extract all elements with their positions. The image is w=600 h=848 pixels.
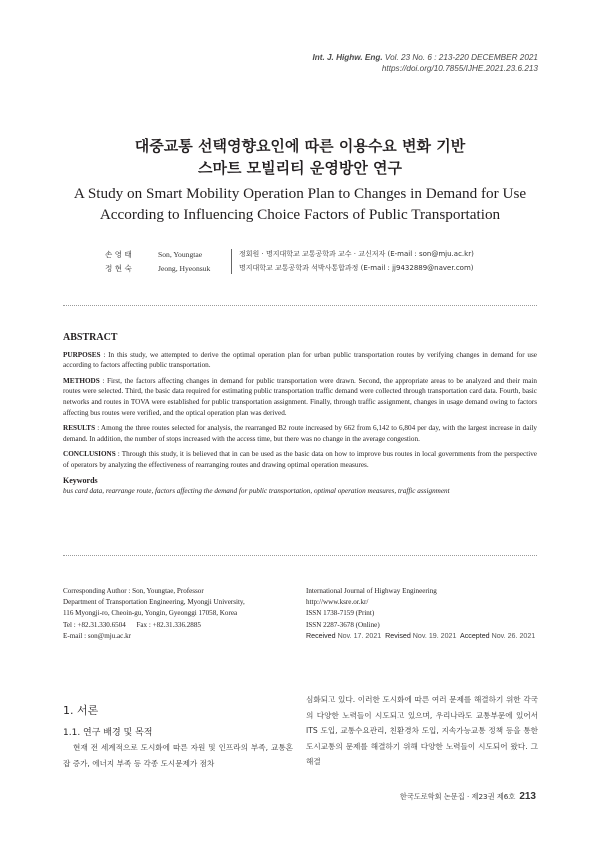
author-name-en: Jeong, Hyeonsuk	[158, 264, 211, 273]
purposes-label: PURPOSES	[63, 350, 101, 359]
abstract-conclusions	[63, 449, 537, 470]
title-korean	[0, 135, 600, 179]
body-paragraph-left: 현재 전 세계적으로 도시화에 따른 자원 및 인프라의 부족, 교통혼잡 증가, 에너지 부족 등 각종 도시문제가 점차	[63, 743, 293, 768]
volume-info: Vol. 23 No. 6 : 213-220 DECEMBER 2021	[384, 53, 538, 62]
author-name-ko: 손 영 태	[105, 250, 132, 259]
conclusions-label: CONCLUSIONS	[63, 450, 116, 459]
conclusions-text: : Through this study, it is believed that in can be used as the basic data on how to improve bus routes in local governments from the perspective of operators by analyzing the effectiveness of rearranging routes and drawing optimal operation measures.	[63, 450, 537, 469]
doi-link[interactable]: https://doi.org/10.7855/IJHE.2021.23.6.213	[381, 64, 538, 73]
footnote-line: 116 Myongji-ro, Cheoin-gu, Yongin, Gyeonggi 17058, Korea	[63, 609, 238, 618]
methods-text: : First, the factors affecting changes in demand for public transportation were drawn. Second, the appropriate areas to be analyzed and their main routes were selected. Third, the basic data required for estimating public transportation traffic demand were collected through transportation card data. Fourth, basic networks and routes in TOVA were established for public transportation assignment. Finally, through traffic assignment, changes in usage demand owing to factors affecting bus routes were verified, and the optical operation plan was derived.	[63, 376, 537, 417]
journal-header	[312, 52, 538, 74]
manuscript-dates	[306, 631, 538, 642]
footnote-line: International Journal of Highway Engineering	[306, 587, 437, 595]
footnote-line: E-mail : son@mju.ac.kr	[63, 631, 131, 640]
subsection-title: 1.1. 연구 배경 및 목적	[63, 728, 153, 738]
abstract-divider	[63, 555, 537, 556]
keywords-text: bus card data, rearrange route, factors affecting the demand for public transportation, optimal operation measures, traffic assignment	[63, 487, 450, 496]
footnote-line: Tel : +82.31.330.6504 Fax : +82.31.336.2885	[63, 620, 201, 629]
body-paragraph-right: 심화되고 있다. 이러한 도시화에 따른 여러 문제를 해결하기 위한 각국의 다양한 노력들이 시도되고 있으며, 우리나라도 교통부문에 있어서 ITS 도입, 교통수요관리, 친환경차 도입, 지속가능교통 정책 등을 통한 도시교통의 문제를 해결하기 위해 다양한 노력들이 시도되어 왔다. 그 해결	[306, 695, 538, 767]
journal-url[interactable]: http://www.ksre.or.kr/	[306, 598, 369, 607]
title-en-line2: According to Influencing Choice Factors of Public Transportation	[99, 206, 501, 223]
corresponding-author-note	[63, 586, 293, 642]
page-footer	[400, 791, 536, 802]
title-ko-line1: 대중교통 선택영향요인에 따른 이용수요 변화 기반	[134, 137, 466, 155]
footnote-line: Corresponding Author : Son, Youngtae, Professor	[63, 587, 204, 595]
methods-label: METHODS	[63, 376, 100, 385]
purposes-text: : In this study, we attempted to derive the optimal operation plan for urban public transportation routes by verifying changes in demand for use according to factors affecting public transportation.	[63, 350, 537, 370]
author-affiliation: 명지대학교 교통공학과 석박사통합과정 (E-mail : jj9432889@naver.com)	[239, 264, 474, 272]
top-divider	[63, 305, 537, 306]
revised-date: Nov. 19. 2021	[412, 631, 457, 640]
abstract-heading: ABSTRACT	[63, 332, 118, 343]
author-affiliation: 정회원 · 명지대학교 교통공학과 교수 · 교신저자 (E-mail : son@mju.ac.kr)	[239, 250, 474, 258]
results-label: RESULTS	[63, 424, 96, 433]
revised-label: Revised	[385, 631, 411, 640]
author-divider	[231, 249, 232, 274]
footnote-line: Department of Transportation Engineering, Myongji University,	[63, 598, 245, 607]
title-ko-line2: 스마트 모빌리티 운영방안 연구	[197, 159, 403, 177]
page-number: 213	[519, 791, 536, 802]
received-date: Nov. 17. 2021	[337, 631, 382, 640]
abstract-methods	[63, 376, 537, 418]
abstract	[63, 333, 537, 497]
received-label: Received	[306, 631, 336, 640]
title-en-line1: A Study on Smart Mobility Operation Plan to Changes in Demand for Use	[73, 185, 527, 202]
abstract-purposes	[63, 350, 537, 371]
footer-journal: 한국도로학회 논문집 · 제23권 제6호	[399, 792, 516, 801]
journal-info-note	[306, 586, 538, 642]
footnote-line: ISSN 1738-7159 (Print)	[306, 609, 375, 618]
results-text: : Among the three routes selected for analysis, the rearranged B2 route increased by 662 from 6,142 to 6,804 per day, with the largest increase in daily demand. In addition, the number of stops increased with the access time, but there was no change in the average congestion.	[63, 424, 537, 443]
footnote-line: ISSN 2287-3678 (Online)	[306, 620, 380, 629]
keywords-heading: Keywords	[63, 475, 98, 485]
title-english	[0, 183, 600, 225]
accepted-date: Nov. 26. 2021	[491, 631, 536, 640]
section-title: 1. 서론	[63, 704, 99, 717]
author-name-en: Son, Youngtae	[158, 250, 203, 259]
accepted-label: Accepted	[460, 631, 490, 640]
abstract-results	[63, 423, 537, 444]
journal-name: Int. J. Highw. Eng.	[312, 53, 383, 62]
author-name-ko: 정 현 숙	[105, 264, 132, 273]
